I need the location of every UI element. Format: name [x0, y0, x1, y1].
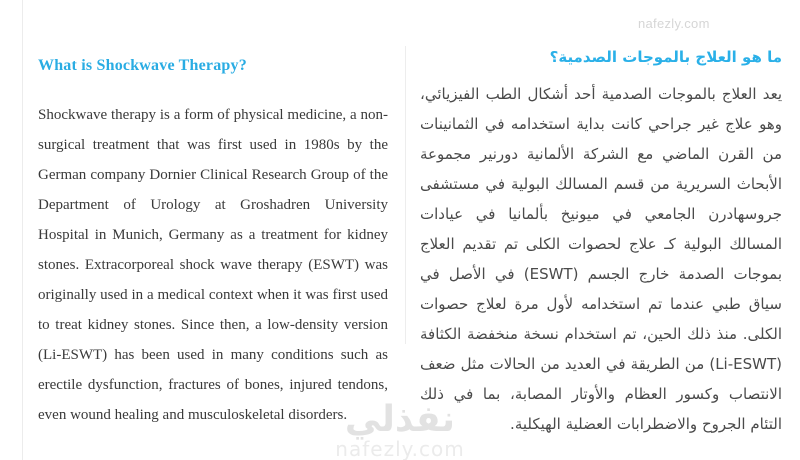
watermark-top-right: nafezly.com	[638, 16, 710, 31]
nafezly-logo-arabic: نفذلي	[344, 399, 456, 440]
english-heading: What is Shockwave Therapy?	[38, 57, 247, 74]
column-divider	[405, 46, 406, 344]
nafezly-logo-watermark	[335, 400, 464, 460]
nafezly-logo-domain: nafezly.com	[335, 436, 465, 460]
english-paragraph: Shockwave therapy is a form of physical medicine, a non-surgical treatment that was first used in 1980s by the German company Dornier Clinical Research Group of the Department of Urology at Groshadren University Hospital in Munich, Germany as a treatment for kidney stones. Extracorporeal shock wave therapy (ESWT) was originally used in a medical context when it was first used to treat kidney stones. Since then, a low-density version (Li-ESWT) has been used in many conditions such as erectile dysfunction, fractures of bones, injured tendons, even wound healing and musculoskeletal disorders.	[38, 107, 388, 423]
arabic-heading: ما هو العلاج بالموجات الصدمية؟	[549, 48, 782, 66]
english-column	[38, 57, 388, 430]
arabic-column	[420, 48, 782, 439]
left-margin-rule	[22, 0, 23, 460]
arabic-paragraph: يعد العلاج بالموجات الصدمية أحد أشكال الطب الفيزيائي، وهو علاج غير جراحي كانت بداية استخدامه في الثمانينات من القرن الماضي مع الشركة الألمانية دورنير مجموعة الأبحاث السريرية من قسم المسالك البولية في مستشفى جروسهادرن الجامعي في ميونيخ بألمانيا في عيادات المسالك البولية كـ علاج لحصوات الكلى تم تقديم العلاج بموجات الصدمة خارج الجسم (ESWT) في الأصل في سياق طبي عندما تم استخدامه لأول مرة لعلاج حصوات الكلى. منذ ذلك الحين، تم استخدام نسخة منخفضة الكثافة (Li-ESWT) من الطريقة في العديد من الحالات مثل ضعف الانتصاب وكسور العظام والأوتار المصابة، بما في ذلك التئام الجروح والاضطرابات العضلية الهيكلية.	[420, 85, 783, 433]
